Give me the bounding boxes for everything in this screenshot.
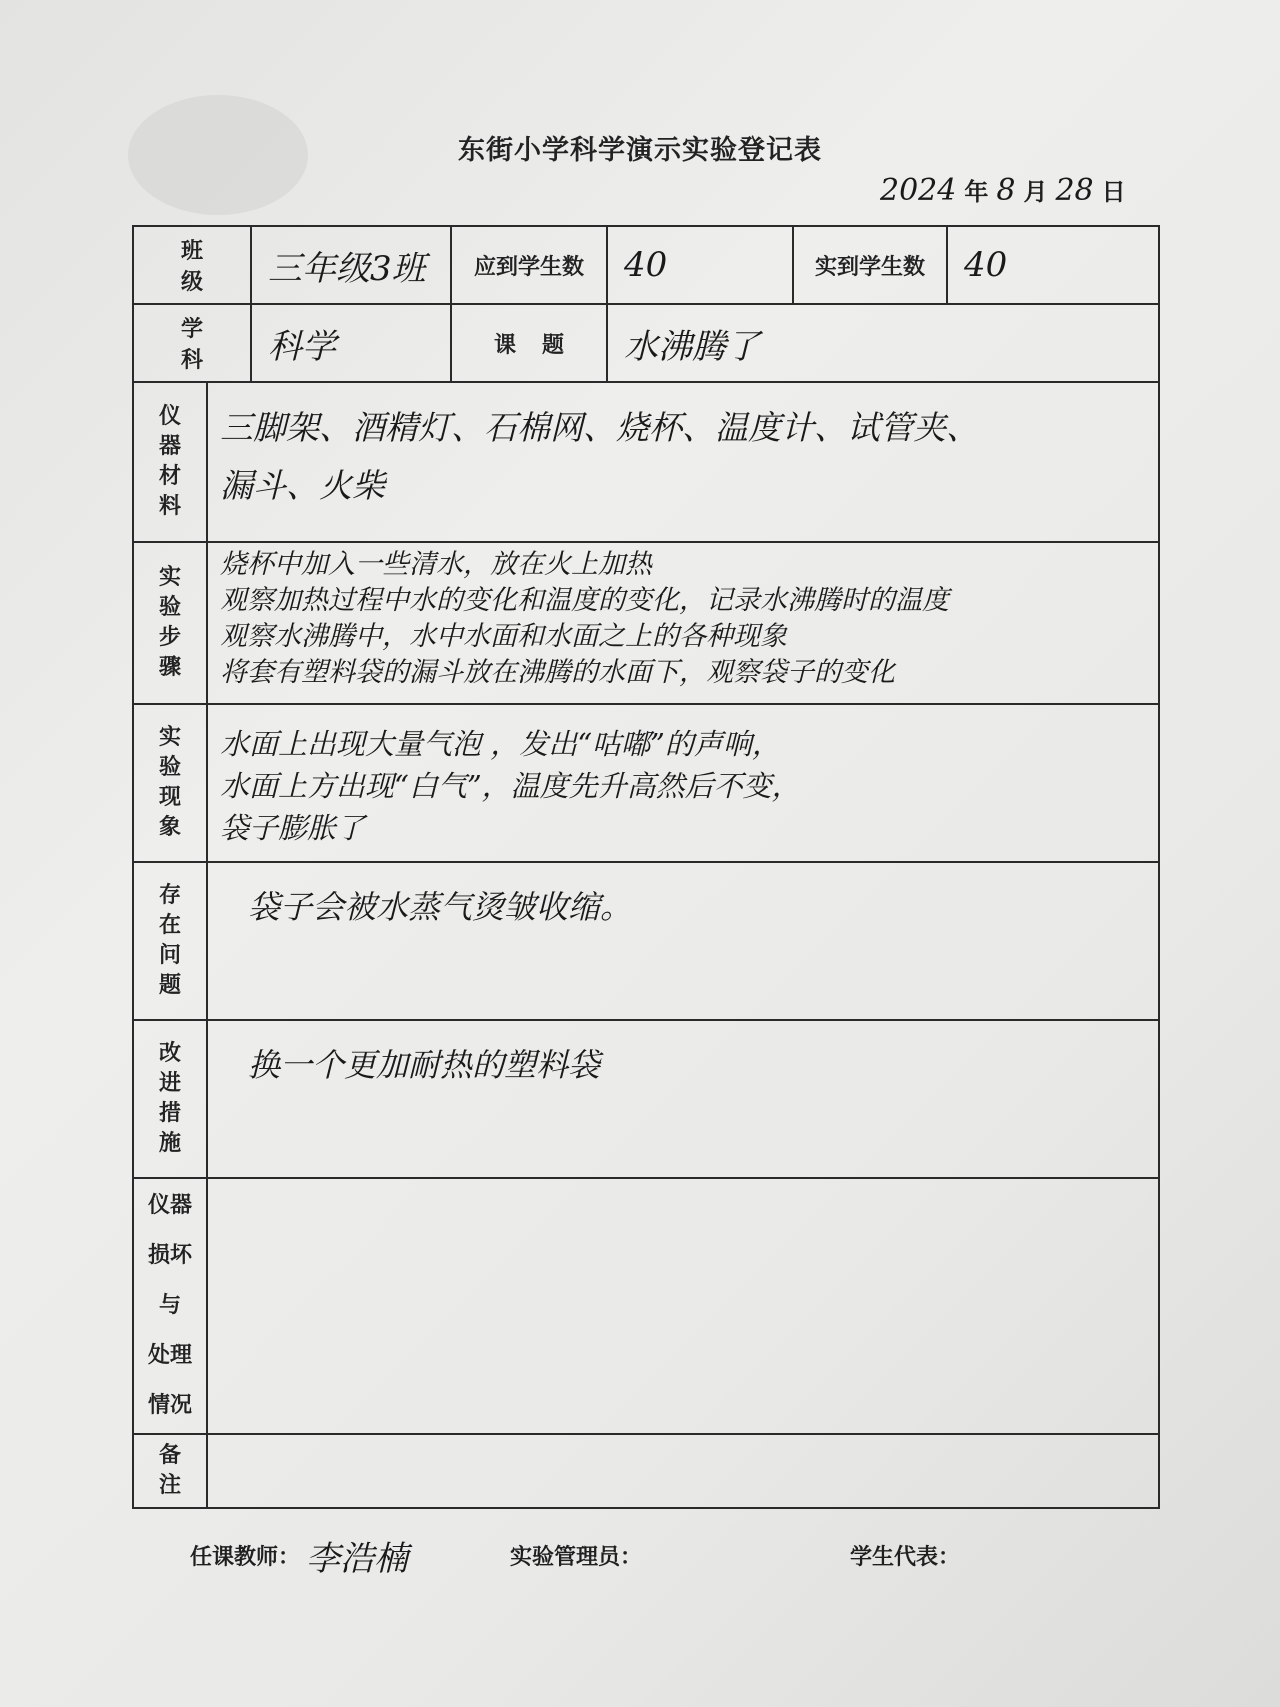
teacher-label: 任课教师： [190, 1544, 301, 1570]
improvements-content [207, 1020, 1159, 1178]
problem-line: 袋子会被水蒸气烫皱收缩。 [248, 888, 633, 926]
expected-students-value: 40 [607, 226, 793, 304]
damage-content [207, 1178, 1159, 1434]
damage-label: 仪器 损坏 与 处理 情况 [133, 1178, 207, 1434]
row-improvements [133, 1020, 1159, 1178]
improvements-label: 改 进 措 施 [133, 1020, 207, 1178]
class-label: 班级 [133, 226, 251, 304]
phenomenon-line: 水面上出现大量气泡 ，发出“咕嘟”的声响， [220, 727, 781, 761]
teacher-signature [190, 1531, 510, 1580]
improvement-line: 换一个更加耐热的塑料袋 [248, 1046, 601, 1084]
row-class [133, 226, 1159, 304]
topic-value: 水沸腾了 [607, 304, 1159, 382]
expected-students-label: 应到学生数 [451, 226, 607, 304]
lab-admin-label: 实验管理员： [510, 1544, 643, 1570]
date-line [880, 172, 1160, 216]
materials-label: 仪 器 材 料 [133, 382, 207, 542]
materials-content [207, 382, 1159, 542]
actual-students-value: 40 [947, 226, 1159, 304]
step-line: 观察水沸腾中，水中水面和水面之上的各种现象 [220, 621, 787, 652]
row-remarks [133, 1434, 1159, 1508]
date-month: 8 [996, 173, 1016, 208]
student-rep-label: 学生代表： [850, 1544, 961, 1570]
remarks-content [207, 1434, 1159, 1508]
remarks-label: 备 注 [133, 1434, 207, 1508]
steps-content [207, 542, 1159, 704]
row-subject [133, 304, 1159, 382]
row-phenomena [133, 704, 1159, 862]
row-materials [133, 382, 1159, 542]
materials-line: 三脚架、酒精灯、石棉网、烧杯、温度计、试管夹、 [220, 408, 979, 447]
steps-label: 实 验 步 骤 [133, 542, 207, 704]
row-steps [133, 542, 1159, 704]
row-problems [133, 862, 1159, 1020]
step-line: 烧杯中加入一些清水，放在火上加热 [220, 549, 652, 580]
registration-table [132, 225, 1160, 1509]
document-title: 东街小学科学演示实验登记表 [458, 135, 822, 166]
date-year-label: 年 [964, 178, 989, 206]
phenomenon-line: 水面上方出现“白气”，温度先升高然后不变， [220, 769, 801, 803]
actual-students-label: 实到学生数 [793, 226, 947, 304]
class-value: 三年级3班 [251, 226, 451, 304]
subject-label: 学科 [133, 304, 251, 382]
problems-label: 存 在 问 题 [133, 862, 207, 1020]
problems-content [207, 862, 1159, 1020]
phenomena-label: 实 验 现 象 [133, 704, 207, 862]
date-year: 2024 [880, 173, 957, 208]
phenomenon-line: 袋子膨胀了 [220, 811, 366, 845]
materials-line: 漏斗、火柴 [220, 466, 385, 505]
topic-label: 课题 [451, 304, 607, 382]
subject-value: 科学 [251, 304, 451, 382]
step-line: 将套有塑料袋的漏斗放在沸腾的水面下，观察袋子的变化 [220, 657, 895, 688]
date-day-label: 日 [1101, 178, 1126, 206]
step-line: 观察加热过程中水的变化和温度的变化，记录水沸腾时的温度 [220, 585, 949, 616]
phenomena-content [207, 704, 1159, 862]
date-day: 28 [1055, 173, 1094, 208]
teacher-name: 李浩楠 [306, 1538, 409, 1579]
date-month-label: 月 [1023, 178, 1048, 206]
row-damage [133, 1178, 1159, 1434]
signature-line [190, 1530, 1150, 1580]
